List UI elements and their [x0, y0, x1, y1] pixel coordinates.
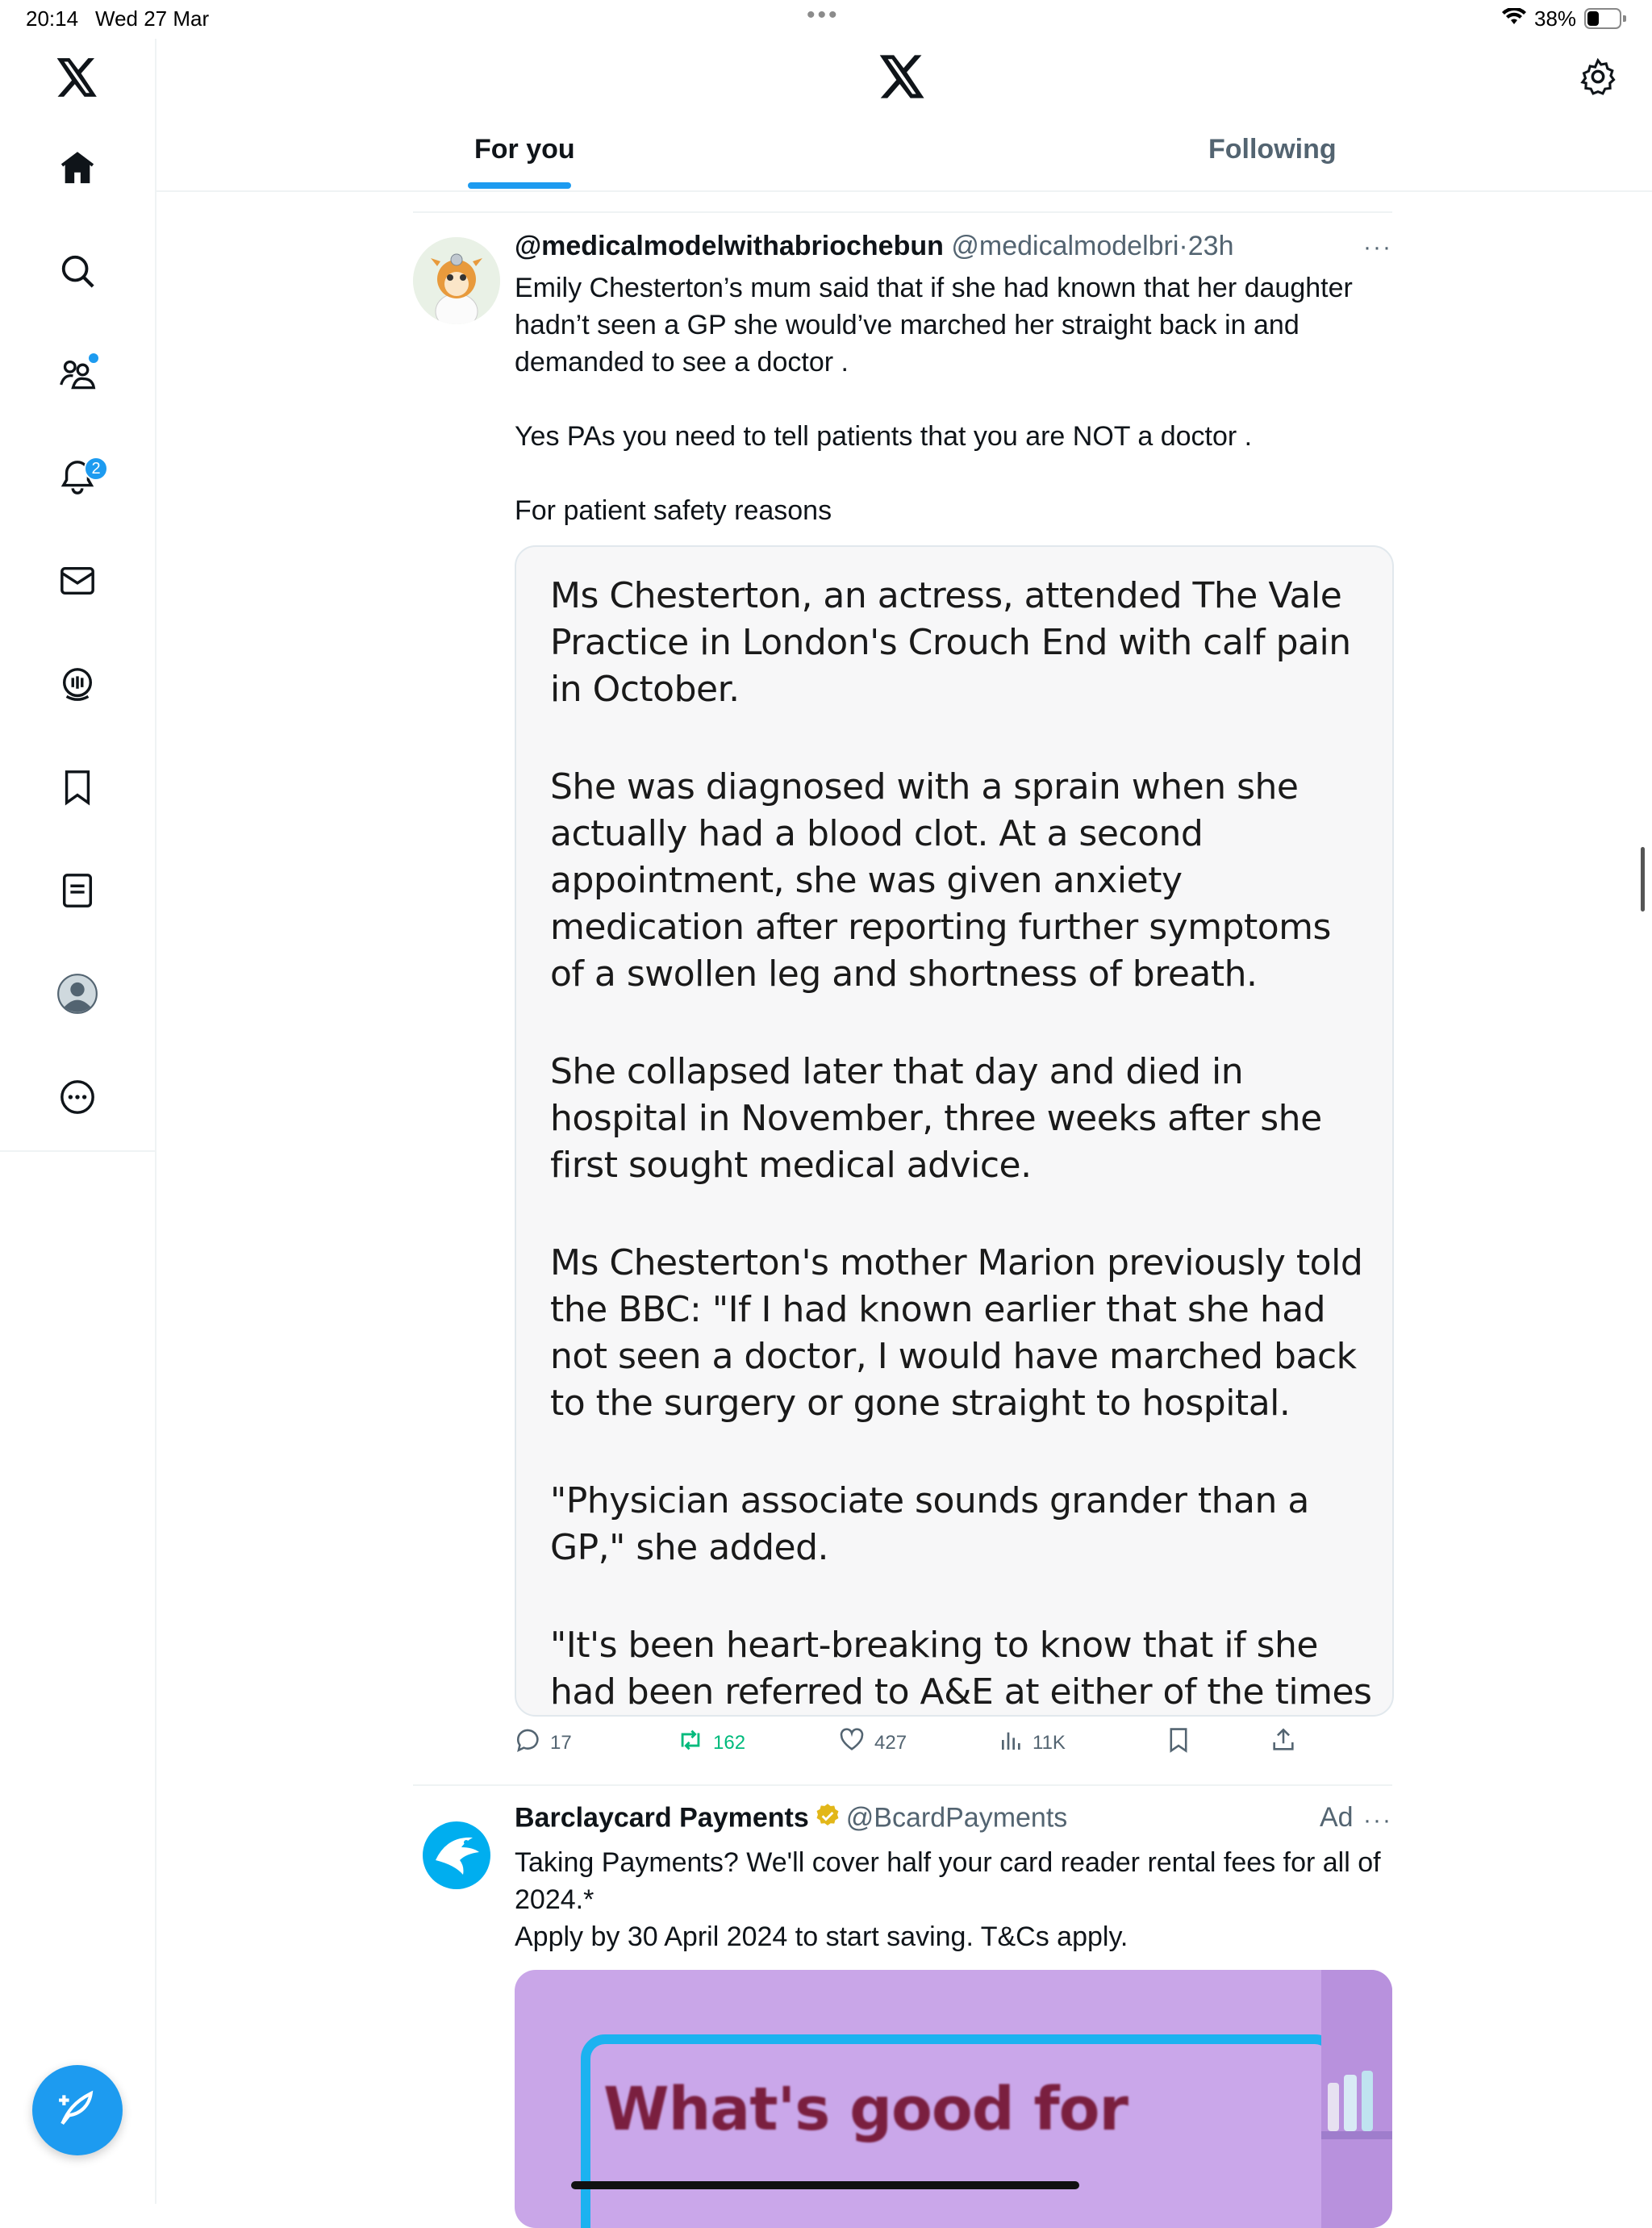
nav-bookmarks[interactable] [45, 757, 110, 821]
wifi-icon [1502, 8, 1526, 30]
bookmark-icon [59, 769, 96, 810]
active-tab-indicator [468, 182, 571, 189]
repost-button[interactable] [676, 1726, 745, 1759]
tab-following[interactable]: Following [1208, 134, 1337, 165]
x-logo-icon[interactable] [879, 55, 926, 102]
ad-image-shelf [1321, 1970, 1392, 2228]
tweet-paragraph: For patient safety reasons [515, 495, 832, 526]
more-icon [59, 1079, 96, 1120]
ad-image[interactable] [515, 1970, 1392, 2228]
feed-divider [413, 1784, 1392, 1786]
article-paragraph: "It's been heart-breaking to know that if she had been referred to A&E at either of the times [550, 1625, 1372, 1713]
barclaycard-eagle-logo-icon [419, 1818, 494, 1896]
status-bar [0, 0, 1652, 39]
nav-explore[interactable] [45, 240, 110, 305]
tweet-more-button[interactable]: ··· [1363, 234, 1392, 261]
notification-badge: 2 [84, 457, 108, 481]
status-date: Wed 27 Mar [95, 6, 210, 31]
ad-header [515, 1802, 1067, 1837]
sidebar [0, 39, 156, 1152]
nav-home[interactable] [45, 137, 110, 202]
nav-communities[interactable] [45, 344, 110, 408]
reply-count: 17 [550, 1731, 572, 1754]
nav-messages[interactable] [45, 550, 110, 615]
verified-gold-badge-icon [814, 1802, 841, 1837]
share-icon [1270, 1726, 1297, 1759]
nav-lists[interactable] [45, 860, 110, 924]
tweet-paragraph: Emily Chesterton’s mum said that if she had known that her daughter hadn’t seen a GP she would’ve marched her straight back in and demanded to see a doctor . [515, 273, 1353, 378]
reply-button[interactable] [515, 1726, 572, 1759]
new-dot-badge [89, 353, 98, 363]
avatar-icon [56, 973, 98, 1019]
nav-spaces[interactable] [45, 653, 110, 718]
avatar[interactable] [413, 1813, 500, 1900]
share-button[interactable] [1270, 1726, 1297, 1759]
tweet-text [515, 269, 1394, 529]
repost-icon [676, 1726, 705, 1759]
bookmark-button[interactable] [1165, 1726, 1192, 1759]
user-handle[interactable]: @BcardPayments [845, 1802, 1068, 1834]
display-name[interactable]: @medicalmodelwithabriochebun [515, 231, 944, 261]
nav-notifications[interactable] [45, 447, 110, 511]
sidebar-border [155, 39, 156, 2204]
ad-more-button[interactable]: ··· [1363, 1807, 1392, 1834]
view-count: 11K [1032, 1731, 1066, 1754]
multitask-dots[interactable]: ••• [807, 2, 840, 28]
ad-image-headline: What's good for [603, 2075, 1128, 2144]
display-name[interactable]: Barclaycard Payments [515, 1802, 809, 1834]
spaces-icon [59, 665, 96, 707]
repost-count: 162 [713, 1731, 746, 1754]
timeline-header [156, 39, 1652, 192]
status-time: 20:14 [26, 6, 79, 31]
home-indicator[interactable] [571, 2181, 1079, 2189]
compose-button[interactable] [32, 2065, 123, 2155]
article-paragraph: She collapsed later that day and died in hospital in November, three weeks after she first sought medical advice. [550, 1051, 1322, 1186]
avatar[interactable] [413, 237, 500, 324]
battery-icon [1584, 8, 1621, 29]
analytics-icon [999, 1726, 1024, 1759]
battery-percent: 38% [1534, 6, 1577, 31]
compose-icon [57, 2088, 98, 2133]
scroll-indicator[interactable] [1641, 847, 1645, 912]
tweet-header [515, 231, 1233, 262]
tweet-paragraph: Yes PAs you need to tell patients that you are NOT a doctor . [515, 421, 1253, 452]
tweet-time[interactable]: 23h [1187, 231, 1234, 261]
feed-divider [413, 211, 1392, 213]
home-icon [59, 149, 96, 190]
article-paragraph: "Physician associate sounds grander than a GP," she added. [550, 1480, 1309, 1568]
x-logo-icon[interactable] [45, 45, 110, 110]
nav-profile[interactable] [45, 963, 110, 1028]
reply-icon [515, 1726, 542, 1759]
nav-more[interactable] [45, 1066, 110, 1131]
ad-text [515, 1844, 1394, 1955]
sidebar-divider [0, 1150, 155, 1152]
tweet-image[interactable] [515, 545, 1394, 1717]
user-handle[interactable]: @medicalmodelbri [951, 231, 1179, 261]
article-paragraph: She was diagnosed with a sprain when she actually had a blood clot. At a second appointment, she was given anxiety medication after reporting further symptoms of a swollen leg and shortness of breath. [550, 766, 1331, 995]
like-button[interactable] [837, 1726, 907, 1759]
screenshot-article-text [550, 573, 1373, 1717]
ad-label: Ad [1320, 1802, 1354, 1833]
article-paragraph: Ms Chesterton's mother Marion previously told the BBC: "If I had known earlier that she had not seen a doctor, I would have marched back to the surgery or gone straight to hospital. [550, 1242, 1363, 1424]
tweet-actions [515, 1726, 1391, 1767]
views-button[interactable] [999, 1726, 1066, 1759]
settings-gear-icon[interactable] [1579, 58, 1617, 99]
ad-paragraph: Apply by 30 April 2024 to start saving. T&Cs apply. [515, 1921, 1128, 1952]
like-count: 427 [874, 1731, 907, 1754]
separator-dot: · [1179, 231, 1188, 261]
heart-icon [837, 1726, 866, 1759]
article-paragraph: Ms Chesterton, an actress, attended The Vale Practice in London's Crouch End with calf pain in October. [550, 575, 1351, 710]
ad-paragraph: Taking Payments? We'll cover half your card reader rental fees for all of 2024.* [515, 1847, 1381, 1915]
search-icon [59, 252, 96, 294]
list-icon [59, 872, 96, 913]
tab-for-you[interactable]: For you [474, 134, 575, 165]
mail-icon [59, 562, 96, 603]
bookmark-icon [1165, 1726, 1192, 1759]
